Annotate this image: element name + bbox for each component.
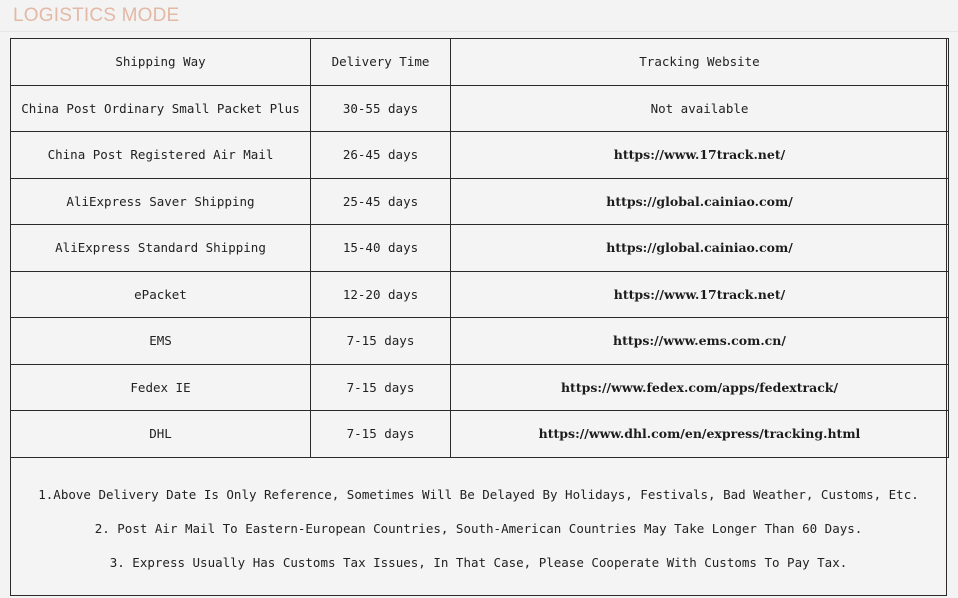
tracking-website-cell: https://www.fedex.com/apps/fedextrack/: [451, 364, 949, 411]
title-divider: [0, 31, 958, 32]
tracking-website-cell: https://www.17track.net/: [451, 271, 949, 318]
table-row: [11, 411, 949, 458]
delivery-time-cell: 7-15 days: [311, 318, 451, 365]
delivery-time-cell: 12-20 days: [311, 271, 451, 318]
table-row: [11, 178, 949, 225]
tracking-website-cell: Not available: [451, 85, 949, 132]
delivery-time-cell: 7-15 days: [311, 411, 451, 458]
shipping-way-cell: Fedex IE: [11, 364, 311, 411]
shipping-way-cell: China Post Registered Air Mail: [11, 132, 311, 179]
note-delivery-reference: 1.Above Delivery Date Is Only Reference, Sometimes Will Be Delayed By Holidays, Festivals, Bad Weather, Customs, Etc.: [38, 487, 919, 502]
delivery-time-cell: 15-40 days: [311, 225, 451, 272]
notes-section: [10, 460, 947, 596]
table-row: [11, 271, 949, 318]
shipping-way-cell: ePacket: [11, 271, 311, 318]
tracking-website-cell: https://global.cainiao.com/: [451, 225, 949, 272]
table-row: [11, 85, 949, 132]
column-header-delivery-time: Delivery Time: [311, 39, 451, 86]
column-header-tracking-website: Tracking Website: [451, 39, 949, 86]
tracking-website-cell: https://global.cainiao.com/: [451, 178, 949, 225]
delivery-time-cell: 30-55 days: [311, 85, 451, 132]
shipping-way-cell: DHL: [11, 411, 311, 458]
table-row: [11, 225, 949, 272]
shipping-way-cell: AliExpress Saver Shipping: [11, 178, 311, 225]
note-customs-tax: 3. Express Usually Has Customs Tax Issues, In That Case, Please Cooperate With Customs To Pay Tax.: [109, 555, 848, 570]
table-row: [11, 132, 949, 179]
delivery-time-cell: 26-45 days: [311, 132, 451, 179]
delivery-time-cell: 25-45 days: [311, 178, 451, 225]
table-row: [11, 364, 949, 411]
delivery-time-cell: 7-15 days: [311, 364, 451, 411]
table-header-row: [11, 39, 949, 86]
tracking-website-cell: https://www.dhl.com/en/express/tracking.html: [451, 411, 949, 458]
table-row: [11, 318, 949, 365]
shipping-way-cell: EMS: [11, 318, 311, 365]
tracking-website-cell: https://www.17track.net/: [451, 132, 949, 179]
shipping-way-cell: China Post Ordinary Small Packet Plus: [11, 85, 311, 132]
page-title: LOGISTICS MODE: [13, 5, 180, 26]
shipping-way-cell: AliExpress Standard Shipping: [11, 225, 311, 272]
column-header-shipping-way: Shipping Way: [11, 39, 311, 86]
note-air-mail-delay: 2. Post Air Mail To Eastern-European Countries, South-American Countries May Take Longer Than 60 Days.: [94, 521, 863, 536]
shipping-table: [10, 38, 949, 458]
tracking-website-cell: https://www.ems.com.cn/: [451, 318, 949, 365]
